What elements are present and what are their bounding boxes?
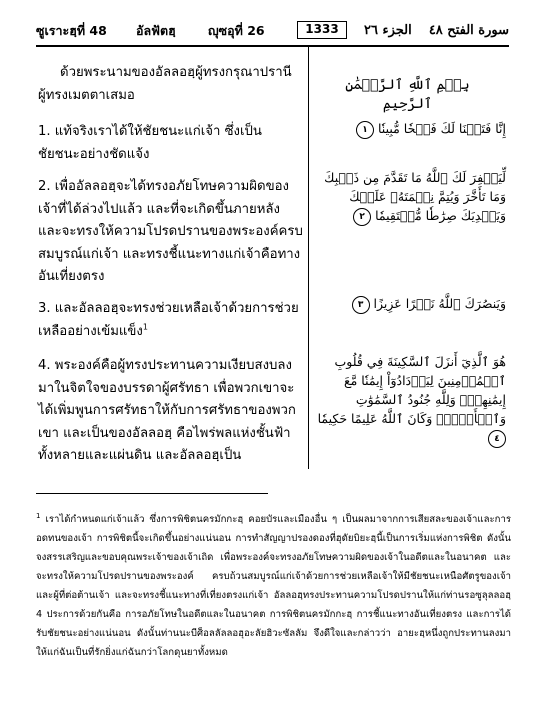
surah-name-thai: อัลฟัตฮฺ [136,23,176,38]
footnote-reference: 1 [142,322,148,332]
footnote-text: เราได้กำหนดแก่เจ้าแล้ว ซึ่งการพิชิตนครมักกะฮฺ คอยบัรและเมืองอื่น ๆ เป็นผลมาจากการเสียสละของเจ้าและการอดทนของเจ้า การพิชิตนี้จะเกิดขึ้นอย่างแน่นอน การทำสัญญาปรองดองที่ฮุดัยบิยะฮฺนี้เป็นการเริ่มแห่งการพิชิต ดังนั้นจงสรรเสริญและขอบคุณพระเจ้าของเจ้าเถิด เพื่อพระองค์จะทรงอภัยโทษความผิดของเจ้าในอดีตและในอนาคต และจะทรงให้ความโปรดปรานของพระองค์ ครบถ้วนสมบูรณ์แก่เจ้าด้วยการช่วยเหลือเจ้าให้มีชัยชนะเหนือศัตรูของเจ้าและผู้ที่ต่อต้านเจ้า และจะทรงชี้แนะทางที่เที่ยงตรงแก่เจ้า อัลลอฮฺทรงประทานความโปรดปรานให้แก่ท่านรอซูลุลลอฮฺ 4 ประการด้วยกันคือ การอภัยโทษในอดีตและในอนาคต การพิชิตนครมักกะฮฺ การชี้แนะทางอันเที่ยงตรง และการได้รับชัยชนะอย่างแน่นอน ดังนั้นท่านนะบีศ็อลลัลลอฮุอะลัยฮิวะซัลลัม จึงดีใจและกล่าวว่า อายะฮฺหนึ่งถูกประทานลงมาให้แก่ฉันเป็นที่รักยิ่งแก่ฉันกว่าโลกดุนยาทั้งหมด [36,514,511,658]
juz-arabic: الجزء ٢٦ [364,23,412,38]
ayah-marker: ٤ [488,430,506,448]
ayah-marker: ٣ [352,296,370,314]
surah-number-thai: ซูเราะฮฺที่ 48 [36,23,107,38]
surah-arabic: سورة الفتح ٤٨ [428,23,509,38]
column-divider [308,45,309,469]
header-rule [36,45,509,47]
verse-3-thai: 3. และอัลลอฮฺจะทรงช่วยเหลือเจ้าด้วยการช่วยเหลืออย่างเข้มแข็ง$^1$ [38,301,299,339]
verse-3-arabic: وَيَنصُرَكَ ٱللَّهُ نَصۡرًا عَزِيزًا ٣ [316,294,506,314]
verse-1-arabic: إِنَّا فَتَحۡنَا لَكَ فَتۡحٗا مُّبِينٗا ١ [316,119,506,139]
verse-1-thai: 1. แท้จริงเราได้ให้ชัยชนะแก่เจ้า ซึ่งเป็นชัยชนะอย่างชัดแจ้ง [38,124,262,162]
verse-2-arabic: لِّيَغۡفِرَ لَكَ ٱللَّهُ مَا تَقَدَّمَ مِن ذَنۢبِكَ وَمَا تَأَخَّرَ وَيُتِمَّ نِعۡمَتَهُۥ عَلَيۡكَ وَيَهۡدِيَكَ صِرَٰطٗا مُّسۡتَقِيمٗا ٢ [316,168,506,226]
ayah-marker: ٢ [353,208,371,226]
page-header [36,22,509,40]
intro-text: ด้วยพระนามของอัลลอฮฺผู้ทรงกรุณาปรานี ผู้ทรงเมตตาเสมอ [38,65,292,103]
verse-4-arabic: هُوَ ٱلَّذِيٓ أَنزَلَ ٱلسَّكِينَةَ فِي قُلُوبِ ٱلۡمُؤۡمِنِينَ لِيَزۡدَادُوٓاْ إِيمَٰنٗا مَّعَ إِيمَٰنِهِمۡۗ وَلِلَّهِ جُنُودُ ٱلسَّمَٰوَٰتِ وَٱلۡأَرۡضِۚ وَكَانَ ٱللَّهُ عَلِيمًا حَكِيمٗا ٤ [316,352,506,448]
footnote-mark: 1 [36,511,41,520]
footnote-rule [36,493,268,494]
juz-thai: ญุซอุที่ 26 [208,23,265,38]
page-number: 1333 [297,21,347,39]
ayah-marker: ١ [356,121,374,139]
verse-4-thai: 4. พระองค์คือผู้ทรงประทานความเงียบสงบลงมาในจิตใจของบรรดาผู้ศรัทธา เพื่อพวกเขาจะได้เพิ่มพูนการศรัทธาให้กับการศรัทธาของพวกเขา และเป็นของอัลลอฮฺ คือไพร่พลแห่งชั้นฟ้าทั้งหลายและแผ่นดิน และอัลลอฮฺเป็น [38,358,296,463]
verse-2-thai: 2. เพื่ออัลลอฮฺจะได้ทรงอภัยโทษความผิดของเจ้าที่ได้ล่วงไปแล้ว และที่จะเกิดขึ้นภายหลัง และจะทรงให้ความโปรดปรานของพระองค์ครบสมบูรณ์แก่เจ้า และทรงชี้แนะทางแก่เจ้าคือทางอันเที่ยงตรง [38,179,303,284]
basmala: بِسۡمِ ٱللَّهِ ٱلرَّحۡمَٰنِ ٱلرَّحِيمِ [345,77,470,112]
footnote [36,510,511,662]
